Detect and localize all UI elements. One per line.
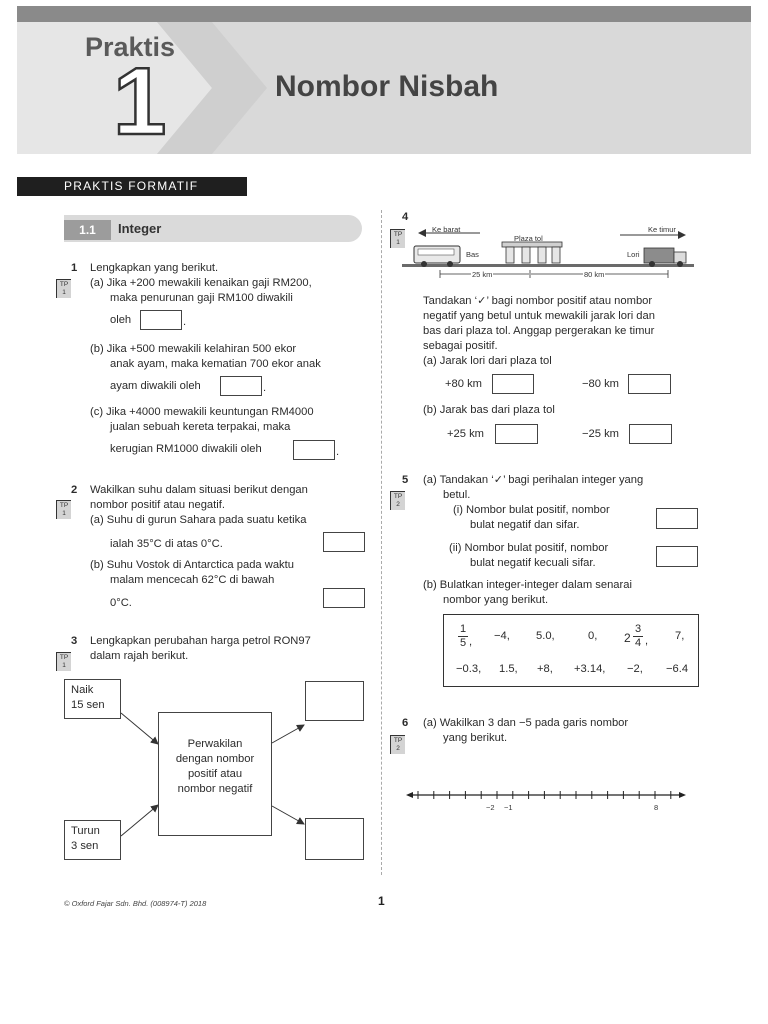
q2a-line2: ialah 35°C di atas 0°C.	[110, 538, 223, 550]
q1c-line1: (c) Jika +4000 mewakili keuntungan RM4000	[90, 406, 314, 418]
q4-line3: bas dari plaza tol. Anggap pergerakan ke timur	[423, 325, 655, 337]
q5-ii-line2: bulat negatif kecuali sifar.	[470, 557, 596, 569]
q5-item-r2-4[interactable]: +3.14,	[574, 663, 606, 675]
q3-center-line2: dengan nombor	[175, 753, 255, 765]
q5-number: 5	[402, 474, 409, 486]
q2b-line1: (b) Suhu Vostok di Antarctica pada waktu	[90, 559, 294, 571]
q5a-line1: (a) Tandakan ‘✓’ bagi perihalan integer yang	[423, 474, 644, 486]
q3-naik-line1: Naik	[71, 684, 94, 696]
q5-i-answer-box[interactable]	[656, 508, 698, 529]
q5-item-r2-1[interactable]: −0.3,	[456, 663, 482, 675]
q5-item-r2-5[interactable]: −2,	[627, 663, 643, 675]
subsection-title: Integer	[118, 221, 162, 236]
q1-number: 1	[71, 262, 78, 274]
q4-line2: negatif yang betul untuk mewakili jarak lori dan	[423, 310, 655, 322]
q5b-line1: (b) Bulatkan integer-integer dalam senarai	[423, 579, 632, 591]
q1b-line2: anak ayam, maka kematian 700 ekor anak	[110, 358, 321, 370]
q6-number: 6	[402, 717, 409, 729]
q2b-line3: 0°C.	[110, 597, 132, 609]
mixed-whole: 2	[624, 631, 631, 645]
q6-number-line[interactable]	[404, 786, 688, 810]
q5-i-line1: (i) Nombor bulat positif, nombor	[453, 504, 610, 516]
footer-copyright: © Oxford Fajar Sdn. Bhd. (008974-T) 2018	[64, 899, 207, 908]
q5-number-list	[443, 614, 699, 687]
q1b-line1: (b) Jika +500 mewakili kelahiran 500 ekor	[90, 343, 297, 355]
q3-center-box	[158, 712, 272, 836]
q6-tp-badge	[390, 735, 405, 754]
mixed-numerator: 3	[635, 623, 642, 635]
q4-line1: Tandakan ‘✓’ bagi nombor positif atau nombor	[423, 295, 653, 307]
q1c-period: .	[336, 446, 340, 458]
q4b-opt1-box[interactable]	[495, 424, 538, 444]
q3-turun-line1: Turun	[71, 825, 100, 837]
q5-item-r1-6[interactable]: 7,	[675, 630, 685, 642]
tp-label: TP	[393, 493, 403, 500]
q3-answer-box-bottom[interactable]	[305, 818, 364, 860]
q5-item-r2-6[interactable]: −6.4	[666, 663, 689, 675]
q4-line4: sebagai positif.	[423, 340, 498, 352]
q3-naik-box	[64, 679, 121, 719]
page-number: 1	[378, 894, 385, 908]
q2-line2: nombor positif atau negatif.	[90, 499, 225, 511]
q1b-period: .	[263, 382, 267, 394]
q1c-line2: jualan sebuah kereta terpakai, maka	[110, 421, 291, 433]
q4a-opt1-box[interactable]	[492, 374, 534, 394]
q5a-line2: betul.	[443, 489, 471, 501]
q3-center-line1: Perwakilan	[187, 738, 243, 750]
q3-number: 3	[71, 635, 78, 647]
q2-line1: Wakilkan suhu dalam situasi berikut dengan	[90, 484, 308, 496]
fraction-denominator: 5	[460, 637, 467, 649]
mixed-denominator: 4	[635, 637, 642, 649]
q3-line2: dalam rajah berikut.	[90, 650, 189, 662]
q1-intro: Lengkapkan yang berikut.	[90, 262, 219, 274]
q4a-opt2: −80 km	[582, 378, 619, 390]
q2-number: 2	[71, 484, 78, 496]
tp-level: 2	[396, 501, 400, 508]
q5-ii-line1: (ii) Nombor bulat positif, nombor	[449, 542, 609, 554]
q3-answer-box-top[interactable]	[305, 681, 364, 721]
q6-tick-label-neg1: −1	[504, 803, 513, 812]
q4-lori: Lori	[627, 250, 640, 259]
column-divider	[381, 210, 382, 875]
q6-line2: yang berikut.	[443, 732, 508, 744]
q5-item-r2-2[interactable]: 1.5,	[499, 663, 518, 675]
q5-item-r1-4[interactable]: 0,	[588, 630, 598, 642]
q5-item-r2-3[interactable]: +8,	[537, 663, 553, 675]
tp-label: TP	[393, 737, 403, 744]
q4b-opt2-box[interactable]	[629, 424, 672, 444]
tp-level: 1	[62, 662, 66, 669]
q1b-line3: ayam diwakili oleh	[110, 380, 201, 392]
q4a-opt2-box[interactable]	[628, 374, 671, 394]
mixed-comma: ,	[645, 635, 649, 647]
q3-center-line3: positif atau	[187, 768, 243, 780]
q1c-line3: kerugian RM1000 diwakili oleh	[110, 443, 262, 455]
q5-item-r1-3[interactable]: 5.0,	[536, 630, 555, 642]
q3-turun-line2: 3 sen	[71, 840, 99, 852]
q3-naik-line2: 15 sen	[71, 699, 105, 711]
q1a-period: .	[183, 316, 187, 328]
q5-item-r1-2[interactable]: −4,	[494, 630, 510, 642]
q2b-line2: malam mencecah 62°C di bawah	[110, 574, 275, 586]
tp-label: TP	[59, 654, 69, 661]
tp-label: TP	[59, 281, 69, 288]
q4-dist-left: 25 km	[472, 270, 493, 279]
q5-fraction-comma: ,	[469, 636, 473, 648]
q4-dist-right: 80 km	[584, 270, 605, 279]
q5b-line2: nombor yang berikut.	[443, 594, 549, 606]
q4b-label: (b) Jarak bas dari plaza tol	[423, 404, 555, 416]
fraction-numerator: 1	[460, 623, 467, 635]
q5-fraction-one-fifth[interactable]	[458, 623, 468, 650]
q1a-line3: oleh	[110, 314, 132, 326]
tp-level: 1	[396, 239, 400, 246]
chapter-title: Nombor Nisbah	[275, 70, 499, 103]
q4b-opt1: +25 km	[447, 428, 484, 440]
q4b-opt2: −25 km	[582, 428, 619, 440]
section-banner-label: PRAKTIS FORMATIF	[64, 179, 199, 193]
q6-tick-label-8: 8	[654, 803, 659, 812]
q2a-line1: (a) Suhu di gurun Sahara pada suatu ketika	[90, 514, 307, 526]
q1a-line1: (a) Jika +200 mewakili kenaikan gaji RM200,	[90, 277, 312, 289]
tp-label: TP	[393, 231, 403, 238]
q4-plaza-tol: Plaza tol	[514, 234, 543, 243]
q5-ii-answer-box[interactable]	[656, 546, 698, 567]
tp-level: 1	[62, 289, 66, 296]
tp-label: TP	[59, 502, 69, 509]
q3-turun-box	[64, 820, 121, 860]
q3-center-line4: nombor negatif	[177, 783, 253, 795]
q4-ke-timur: Ke timur	[648, 225, 676, 234]
q5-tp-badge	[390, 491, 405, 510]
tp-level: 1	[62, 510, 66, 517]
subsection-number: 1.1	[64, 220, 111, 240]
q3-line1: Lengkapkan perubahan harga petrol RON97	[90, 635, 311, 647]
q5-i-line2: bulat negatif dan sifar.	[470, 519, 580, 531]
chapter-number: 1	[113, 48, 167, 154]
q1a-line2: maka penurunan gaji RM100 diwakili	[110, 292, 293, 304]
praktis-label: Praktis	[85, 32, 176, 62]
q4a-opt1: +80 km	[445, 378, 482, 390]
q4-number: 4	[402, 211, 409, 223]
tp-level: 2	[396, 745, 400, 752]
q4-bas: Bas	[466, 250, 479, 259]
q4-ke-barat: Ke barat	[432, 225, 461, 234]
q6-tick-label-neg2: −2	[486, 803, 495, 812]
q6-line1: (a) Wakilkan 3 dan −5 pada garis nombor	[423, 717, 629, 729]
q4a-label: (a) Jarak lori dari plaza tol	[423, 355, 552, 367]
